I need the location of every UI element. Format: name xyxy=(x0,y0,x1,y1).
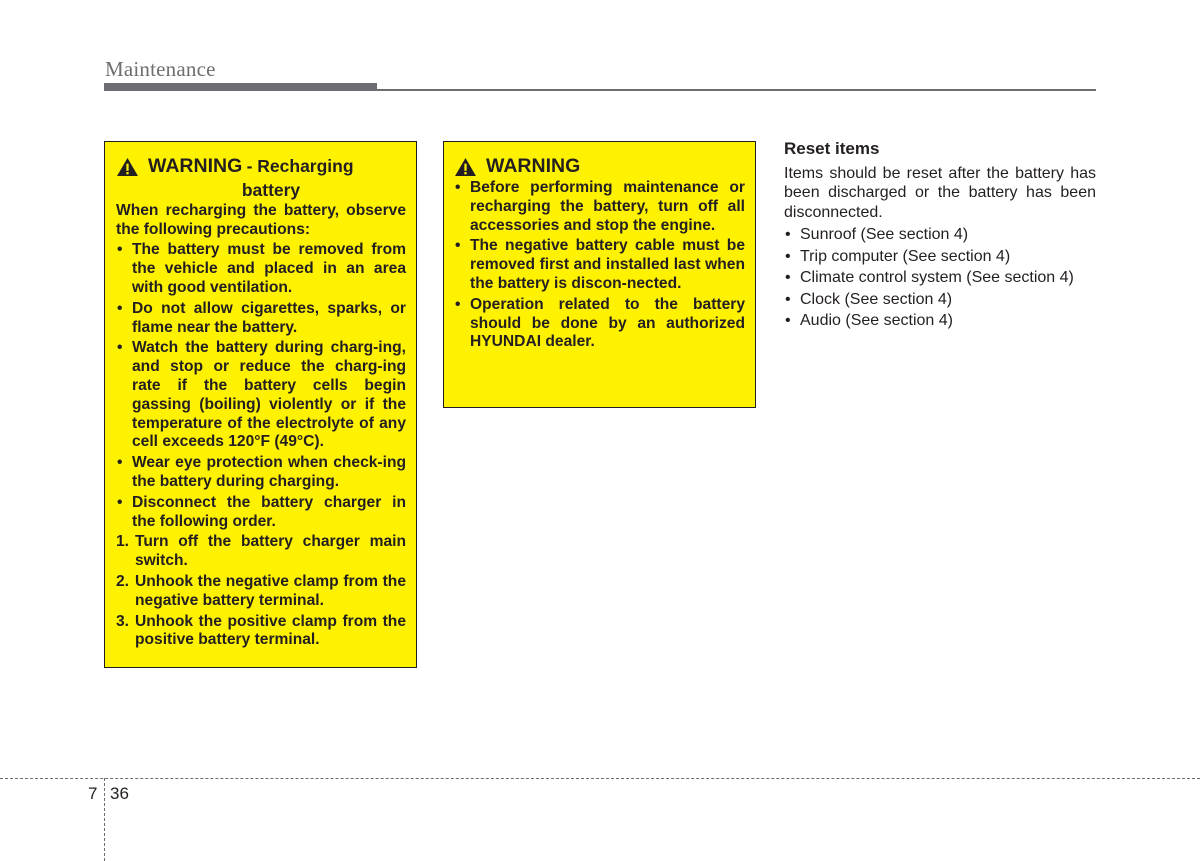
list-item: • The negative battery cable must be removed first and installed last when the battery is discon-nected. xyxy=(454,237,745,293)
list-item: • Do not allow cigarettes, sparks, or flame near the battery. xyxy=(116,300,406,338)
list-item: • Audio (See section 4) xyxy=(784,311,1096,331)
list-item: • Watch the battery during charg-ing, and stop or reduce the charg-ing rate if the battery cells begin gassing (boiling) violently or if the temperature of the electrolyte of any cell exceeds 120°F (49°C). xyxy=(116,339,406,452)
list-item xyxy=(116,613,406,651)
warning-subtitle: - Recharging xyxy=(246,156,354,176)
list-item xyxy=(116,573,406,611)
reset-heading: Reset items xyxy=(784,139,880,158)
section-title: Maintenance xyxy=(105,57,216,81)
warning-title: WARNING xyxy=(486,155,581,177)
header-rule-thick xyxy=(104,83,377,91)
warning-header xyxy=(116,155,406,178)
list-item: • Disconnect the battery charger in the following order. xyxy=(116,494,406,532)
warning-bullet-list xyxy=(454,179,745,352)
warning-title: WARNING xyxy=(148,155,243,177)
step-number: 3. xyxy=(116,612,130,630)
chapter-number: 7 xyxy=(88,784,98,803)
warning-bullet-list xyxy=(116,241,406,531)
step-text: Unhook the negative clamp from the negative battery terminal. xyxy=(135,572,406,609)
warning-header xyxy=(454,155,745,177)
list-item: • Operation related to the battery should be done by an authorized HYUNDAI dealer. xyxy=(454,296,745,352)
step-number: 1. xyxy=(116,533,130,551)
page-number: 36 xyxy=(110,784,129,803)
step-text: Turn off the battery charger main switch. xyxy=(135,533,406,570)
list-item: • Before performing maintenance or recharging the battery, turn off all accessories and stop the engine. xyxy=(454,179,745,235)
header-rule-thin xyxy=(377,89,1096,91)
list-item: • The battery must be removed from the vehicle and placed in an area with good ventilation. xyxy=(116,241,406,297)
reset-items-section xyxy=(784,139,1096,333)
list-item xyxy=(116,533,406,571)
footer-divider xyxy=(104,778,105,861)
footer-rule xyxy=(0,778,1200,779)
reset-item-list xyxy=(784,225,1096,331)
warning-intro: When recharging the battery, observe the following precautions: xyxy=(116,201,406,238)
warning-subtitle-continued: battery xyxy=(241,179,301,200)
list-item: • Clock (See section 4) xyxy=(784,290,1096,310)
step-number: 2. xyxy=(116,572,130,590)
warning-box-maintenance xyxy=(443,141,756,408)
list-item: • Sunroof (See section 4) xyxy=(784,225,1096,245)
warning-triangle-icon xyxy=(454,157,477,177)
warning-box-recharging xyxy=(104,141,417,668)
warning-step-list xyxy=(116,533,406,650)
step-text: Unhook the positive clamp from the positive battery terminal. xyxy=(135,612,406,649)
list-item: • Wear eye protection when check-ing the battery during charging. xyxy=(116,454,406,492)
reset-intro: Items should be reset after the battery has been discharged or the battery has been disconnected. xyxy=(784,164,1096,221)
list-item: • Trip computer (See section 4) xyxy=(784,247,1096,267)
warning-triangle-icon xyxy=(116,157,139,177)
list-item: • Climate control system (See section 4) xyxy=(784,268,1096,288)
